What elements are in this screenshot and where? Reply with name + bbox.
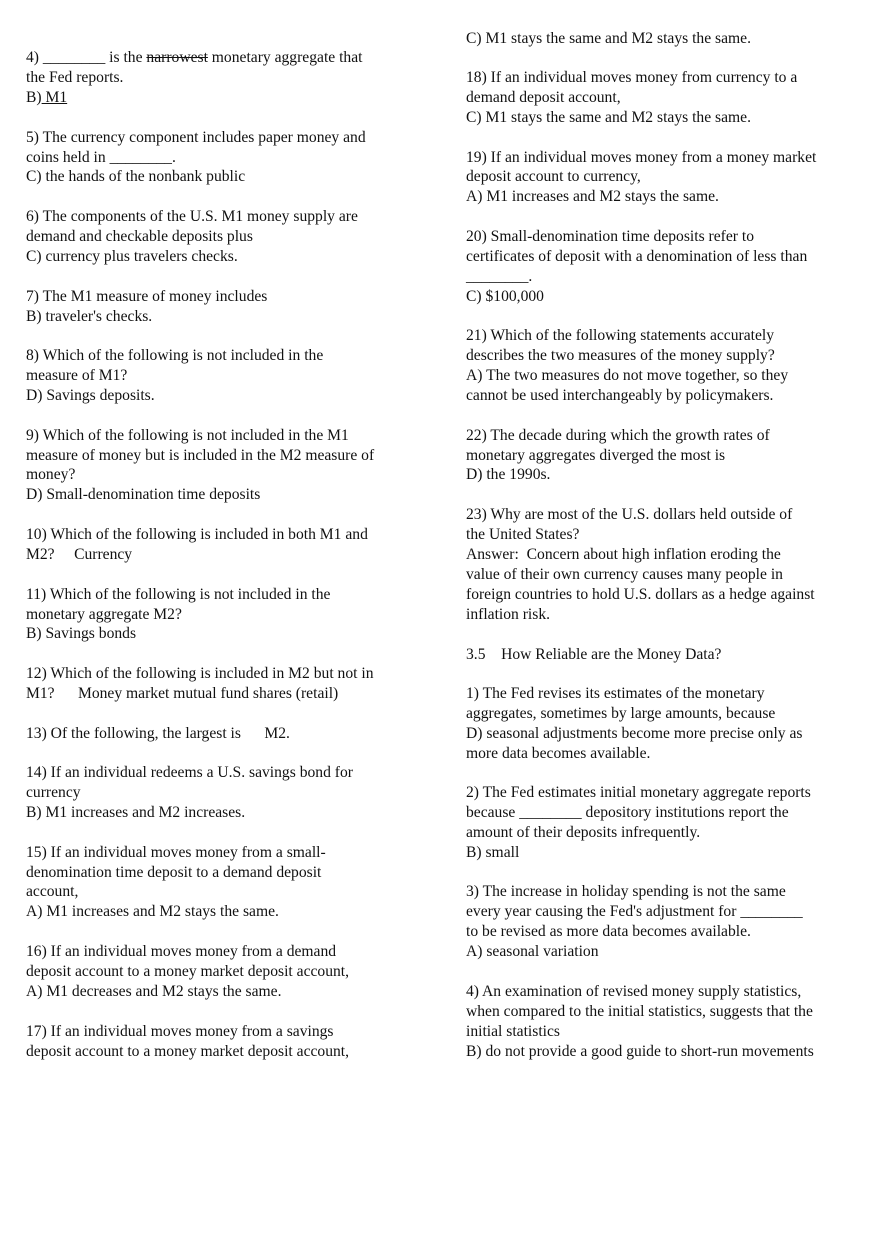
q14-line-1: 14) If an individual redeems a U.S. savings bond for bbox=[26, 764, 353, 781]
s2-line-3: amount of their deposits infrequently. bbox=[466, 824, 701, 841]
q4-answer bbox=[26, 88, 67, 108]
q23-line-2: the United States? bbox=[466, 526, 580, 543]
q19-line-2: deposit account to currency, bbox=[466, 168, 641, 185]
q10-line-2: M2? Currency bbox=[26, 546, 133, 563]
q5-line-1: 5) The currency component includes paper money and bbox=[26, 129, 366, 146]
s3-line-2: every year causing the Fed's adjustment for ________ bbox=[466, 903, 803, 920]
q16-answer: A) M1 decreases and M2 stays the same. bbox=[26, 983, 282, 1000]
s1-answer-line-1: D) seasonal adjustments become more precise only as bbox=[466, 725, 803, 742]
q10-line-1: 10) Which of the following is included in both M1 and bbox=[26, 526, 368, 543]
q8-line-2: measure of M1? bbox=[26, 367, 128, 384]
q17-answer: C) M1 stays the same and M2 stays the same. bbox=[466, 30, 751, 47]
q9-line-1: 9) Which of the following is not included in the M1 bbox=[26, 427, 349, 444]
q20-answer: C) $100,000 bbox=[466, 288, 544, 305]
q20-line-3: ________. bbox=[466, 268, 533, 285]
s3-line-1: 3) The increase in holiday spending is not the same bbox=[466, 883, 786, 900]
q18-line-2: demand deposit account, bbox=[466, 89, 621, 106]
s3-answer: A) seasonal variation bbox=[466, 943, 599, 960]
q16-line-1: 16) If an individual moves money from a demand bbox=[26, 943, 337, 960]
s2-line-2: because ________ depository institutions report the bbox=[466, 804, 789, 821]
q20-line-1: 20) Small-denomination time deposits refer to bbox=[466, 228, 754, 245]
q22-answer: D) the 1990s. bbox=[466, 466, 551, 483]
q12-line-2: M1? Money market mutual fund shares (retail) bbox=[26, 685, 339, 702]
q12-line-1: 12) Which of the following is included in M2 but not in bbox=[26, 665, 374, 682]
s1-line-1: 1) The Fed revises its estimates of the monetary bbox=[466, 685, 765, 702]
q15-line-1: 15) If an individual moves money from a small- bbox=[26, 844, 326, 861]
q15-line-3: account, bbox=[26, 883, 79, 900]
q11-answer: B) Savings bonds bbox=[26, 625, 137, 642]
q22-line-2: monetary aggregates diverged the most is bbox=[466, 447, 726, 464]
q9-line-2: measure of money but is included in the M2 measure of bbox=[26, 447, 375, 464]
q19-answer: A) M1 increases and M2 stays the same. bbox=[466, 188, 719, 205]
s1-line-2: aggregates, sometimes by large amounts, because bbox=[466, 705, 776, 722]
q18-answer: C) M1 stays the same and M2 stays the same. bbox=[466, 109, 751, 126]
s1-answer-line-2: more data becomes available. bbox=[466, 745, 651, 762]
q21-answer-line-1: A) The two measures do not move together, so they bbox=[466, 367, 789, 384]
q4-line-2: the Fed reports. bbox=[26, 69, 124, 86]
s4-line-3: initial statistics bbox=[466, 1023, 560, 1040]
s4-line-2: when compared to the initial statistics, suggests that the bbox=[466, 1003, 813, 1020]
q21-answer-line-2: cannot be used interchangeably by policymakers. bbox=[466, 387, 774, 404]
q14-answer: B) M1 increases and M2 increases. bbox=[26, 804, 246, 821]
q5-line-2: coins held in ________. bbox=[26, 149, 176, 166]
q21-line-1: 21) Which of the following statements accurately bbox=[466, 327, 775, 344]
q6-line-2: demand and checkable deposits plus bbox=[26, 228, 253, 245]
q7-answer: B) traveler's checks. bbox=[26, 308, 153, 325]
q5-answer: C) the hands of the nonbank public bbox=[26, 168, 246, 185]
q22-line-1: 22) The decade during which the growth rates of bbox=[466, 427, 770, 444]
q23-line-1: 23) Why are most of the U.S. dollars held outside of bbox=[466, 506, 793, 523]
q4-text-rest: monetary aggregate that bbox=[207, 49, 363, 66]
q8-answer: D) Savings deposits. bbox=[26, 387, 155, 404]
q9-line-3: money? bbox=[26, 466, 76, 483]
section-heading: 3.5 How Reliable are the Money Data? bbox=[466, 646, 722, 663]
q23-answer-line-1: Answer: Concern about high inflation eroding the bbox=[466, 546, 781, 563]
q15-line-2: denomination time deposit to a demand deposit bbox=[26, 864, 322, 881]
q6-line-1: 6) The components of the U.S. M1 money supply are bbox=[26, 208, 358, 225]
s2-answer: B) small bbox=[466, 844, 520, 861]
q20-line-2: certificates of deposit with a denomination of less than bbox=[466, 248, 808, 265]
q14-line-2: currency bbox=[26, 784, 81, 801]
q19-line-1: 19) If an individual moves money from a money market bbox=[466, 149, 817, 166]
q9-answer: D) Small-denomination time deposits bbox=[26, 486, 261, 503]
q23-answer-line-2: value of their own currency causes many people in bbox=[466, 566, 783, 583]
q11-line-1: 11) Which of the following is not included in the bbox=[26, 586, 331, 603]
q4-line-1 bbox=[26, 48, 362, 68]
q15-answer: A) M1 increases and M2 stays the same. bbox=[26, 903, 279, 920]
q11-line-2: monetary aggregate M2? bbox=[26, 606, 182, 623]
q23-answer-line-3: foreign countries to hold U.S. dollars as a hedge against bbox=[466, 586, 815, 603]
q18-line-1: 18) If an individual moves money from currency to a bbox=[466, 69, 798, 86]
q7-line-1: 7) The M1 measure of money includes bbox=[26, 288, 268, 305]
q4-answer-prefix: B) bbox=[26, 89, 42, 106]
q4-text: is the bbox=[105, 49, 147, 66]
q13-line-1: 13) Of the following, the largest is M2. bbox=[26, 725, 290, 742]
s3-line-3: to be revised as more data becomes available. bbox=[466, 923, 751, 940]
q16-line-2: deposit account to a money market deposit account, bbox=[26, 963, 350, 980]
q21-line-2: describes the two measures of the money supply? bbox=[466, 347, 775, 364]
q23-answer-line-4: inflation risk. bbox=[466, 606, 551, 623]
q17-line-2: deposit account to a money market deposit account, bbox=[26, 1043, 350, 1060]
q4-answer-value: M1 bbox=[41, 89, 68, 106]
s4-answer: B) do not provide a good guide to short-run movements bbox=[466, 1043, 814, 1060]
q6-answer: C) currency plus travelers checks. bbox=[26, 248, 238, 265]
q4-blank: 4) ________ bbox=[26, 49, 106, 66]
s2-line-1: 2) The Fed estimates initial monetary aggregate reports bbox=[466, 784, 811, 801]
q4-struck-word: narrowest bbox=[146, 49, 208, 66]
s4-line-1: 4) An examination of revised money supply statistics, bbox=[466, 983, 802, 1000]
q17-line-1: 17) If an individual moves money from a savings bbox=[26, 1023, 334, 1040]
q8-line-1: 8) Which of the following is not included in the bbox=[26, 347, 324, 364]
